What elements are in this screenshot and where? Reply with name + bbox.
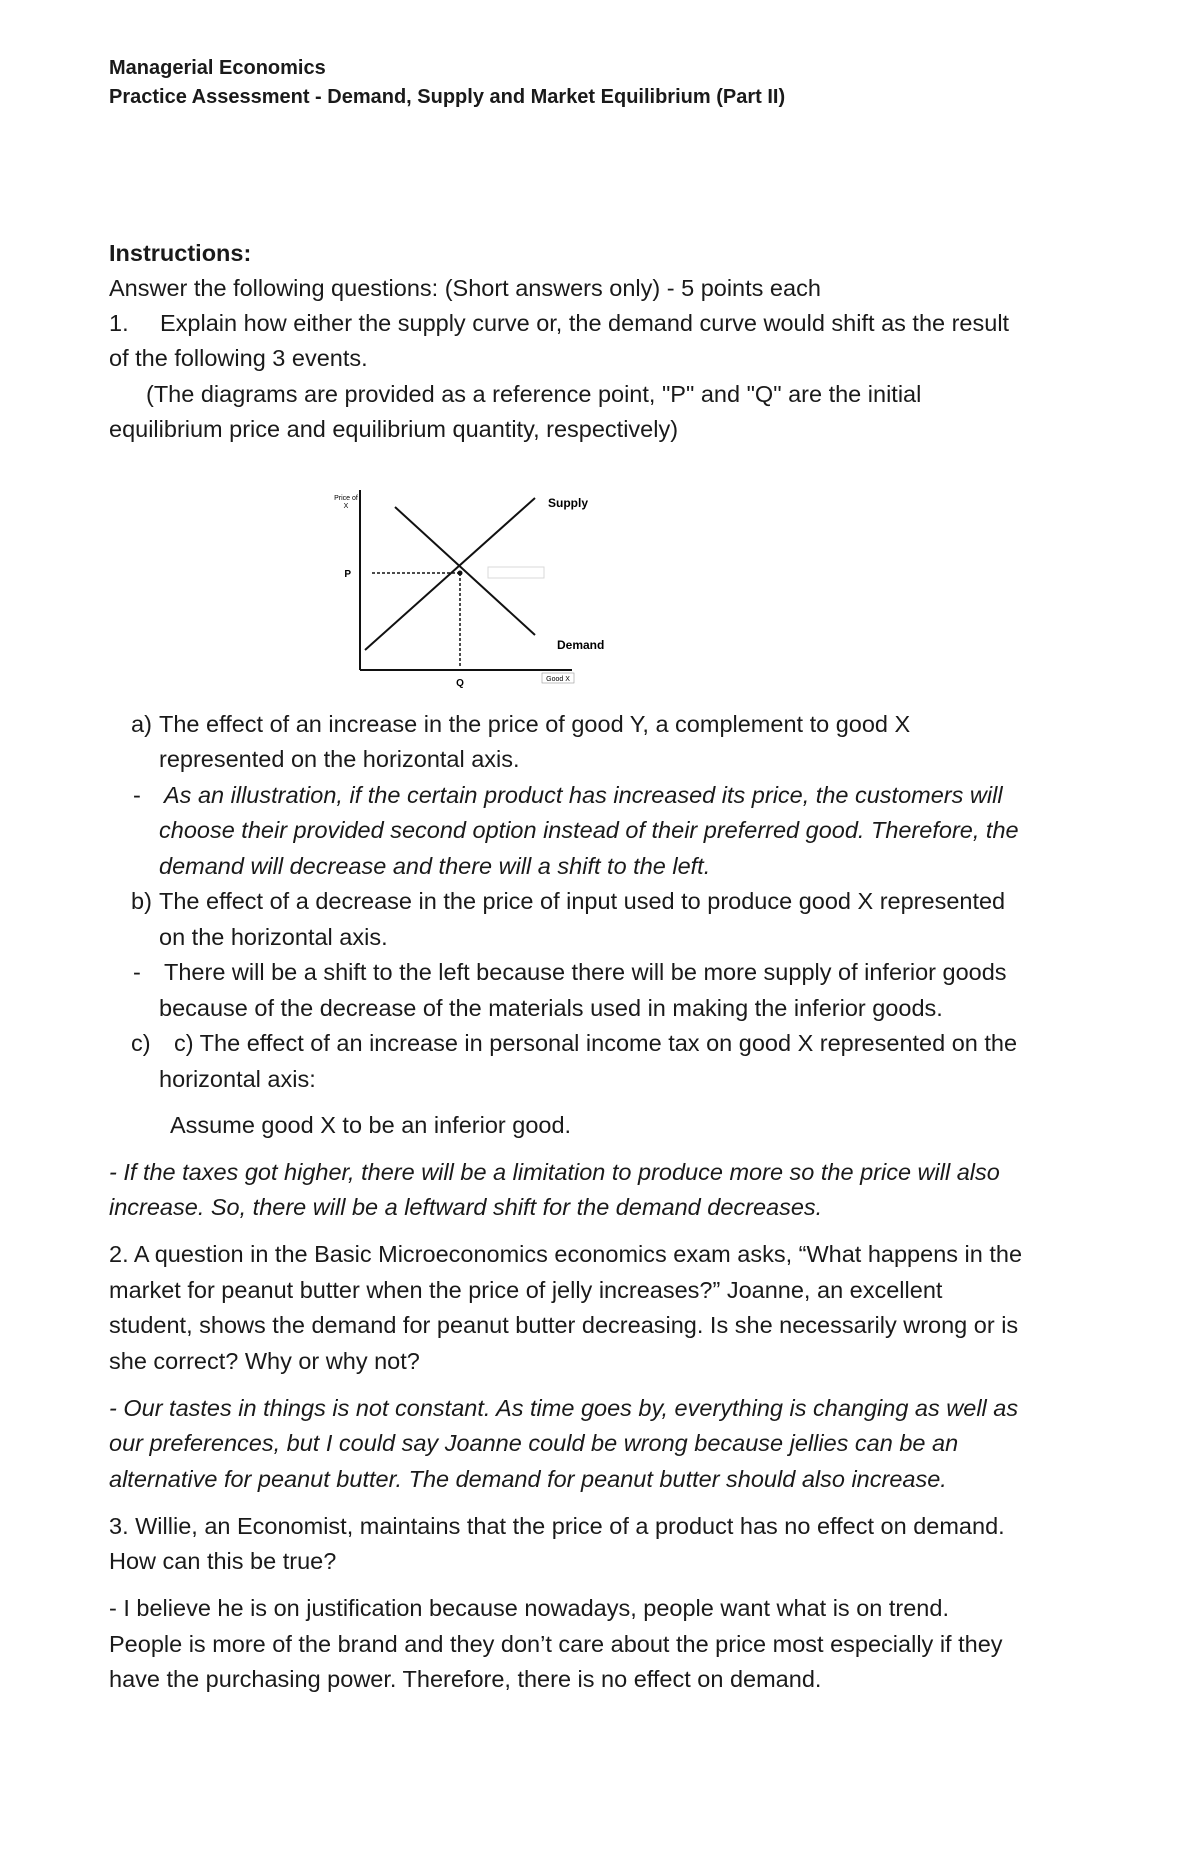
- q2-line1: 2. A question in the Basic Microeconomics economics exam asks, “What happens in the: [109, 1241, 1023, 1267]
- part-a-answer-line3: demand will decrease and there will a shift to the left.: [159, 853, 711, 879]
- part-b-dash: -: [133, 959, 141, 985]
- part-a-answer-line1: As an illustration, if the certain product has increased its price, the customers will: [164, 782, 1003, 808]
- part-b-answer-line2: because of the decrease of the materials used in making the inferior goods.: [159, 995, 943, 1021]
- part-c-marker: c): [131, 1030, 151, 1056]
- part-a-marker: a): [131, 711, 152, 737]
- q3-line1: 3. Willie, an Economist, maintains that the price of a product has no effect on demand.: [109, 1513, 1005, 1539]
- y-axis-label-x: X: [343, 503, 349, 510]
- q2-answer-line2: our preferences, but I could say Joanne could be wrong because jellies can be an: [109, 1430, 959, 1456]
- supply-demand-diagram: [320, 480, 640, 700]
- part-c-answer-line2: increase. So, there will be a leftward shift for the demand decreases.: [109, 1194, 823, 1220]
- q3-answer-line2: People is more of the brand and they don’t care about the price most especially if they: [109, 1631, 1003, 1657]
- supply-label: Supply: [548, 496, 589, 510]
- part-b-question-line2: on the horizontal axis.: [159, 924, 388, 950]
- quantity-label: Q: [456, 678, 464, 689]
- part-c-question-line2: horizontal axis:: [159, 1066, 316, 1092]
- part-a-answer-line2: choose their provided second option instead of their preferred good. Therefore, the: [159, 817, 1019, 843]
- part-a-dash: -: [133, 782, 141, 808]
- q1-note-line1: (The diagrams are provided as a reference point, "P" and "Q" are the initial: [146, 381, 922, 407]
- price-label: P: [344, 569, 351, 580]
- q2-line4: she correct? Why or why not?: [109, 1348, 420, 1374]
- q2-line3: student, shows the demand for peanut butter decreasing. Is she necessarily wrong or is: [109, 1312, 1019, 1338]
- demand-label: Demand: [557, 638, 605, 652]
- x-axis-label: Good X: [546, 676, 570, 683]
- q3-answer-line1: - I believe he is on justification because nowadays, people want what is on trend.: [109, 1595, 949, 1621]
- assessment-title: Practice Assessment - Demand, Supply and Market Equilibrium (Part II): [109, 86, 786, 108]
- y-axis-label: Price of: [334, 495, 358, 502]
- equilibrium-point: [458, 571, 463, 576]
- q3-line2: How can this be true?: [109, 1548, 337, 1574]
- q2-answer-line1: - Our tastes in things is not constant. As time goes by, everything is changing as well as: [109, 1395, 1019, 1421]
- supply-curve: [365, 498, 535, 650]
- q2-line2: market for peanut butter when the price of jelly increases?” Joanne, an excellent: [109, 1277, 943, 1303]
- part-c-question-line1: c) The effect of an increase in personal income tax on good X represented on the: [174, 1030, 1018, 1056]
- q1-text-line2: of the following 3 events.: [109, 345, 368, 371]
- instructions-heading: Instructions:: [109, 240, 252, 266]
- part-b-answer-line1: There will be a shift to the left because there will be more supply of inferior goods: [164, 959, 1007, 985]
- q3-answer-line3: have the purchasing power. Therefore, there is no effect on demand.: [109, 1666, 822, 1692]
- part-a-question-line1: The effect of an increase in the price of good Y, a complement to good X: [159, 711, 911, 737]
- blank-label-box: [488, 567, 544, 578]
- demand-curve: [395, 507, 535, 635]
- part-b-question-line1: The effect of a decrease in the price of input used to produce good X represented: [159, 888, 1006, 914]
- q2-answer-line3: alternative for peanut butter. The demand for peanut butter should also increase.: [109, 1466, 947, 1492]
- q1-text-line1: Explain how either the supply curve or, the demand curve would shift as the result: [160, 310, 1010, 336]
- part-c-assumption: Assume good X to be an inferior good.: [170, 1112, 572, 1138]
- part-b-marker: b): [131, 888, 152, 914]
- instructions-intro: Answer the following questions: (Short answers only) - 5 points each: [109, 275, 821, 301]
- part-c-answer-line1: - If the taxes got higher, there will be a limitation to produce more so the price will also: [109, 1159, 1000, 1185]
- course-title: Managerial Economics: [109, 57, 326, 79]
- q1-note-line2: equilibrium price and equilibrium quantity, respectively): [109, 416, 679, 442]
- q1-number: 1.: [109, 310, 129, 336]
- part-a-question-line2: represented on the horizontal axis.: [159, 746, 520, 772]
